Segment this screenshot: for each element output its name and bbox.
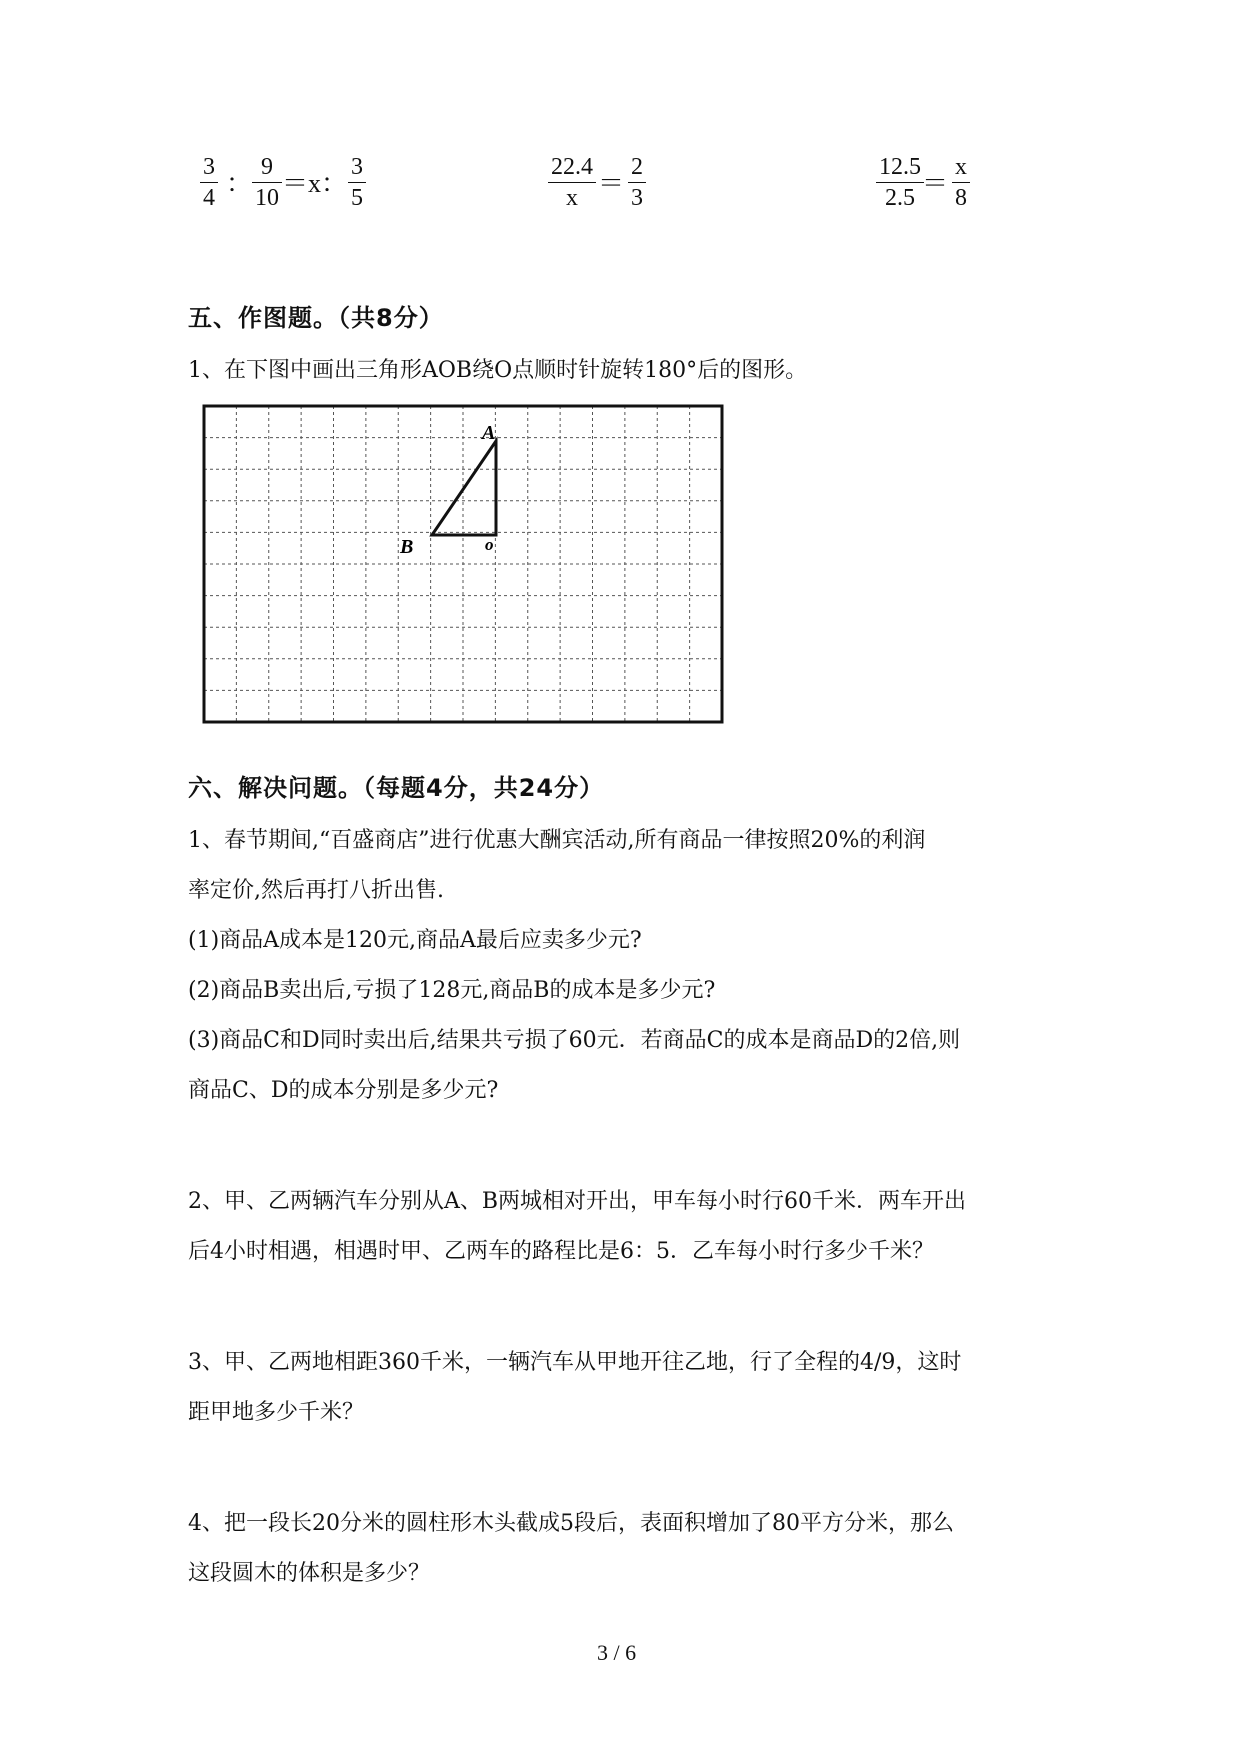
question-text: 3、甲、乙两地相距360千米，一辆汽车从甲地开往乙地，行了全程的4/9，这时 xyxy=(188,1350,962,1375)
fraction xyxy=(348,155,366,210)
fraction xyxy=(252,155,282,210)
label-a: A xyxy=(482,422,496,444)
fraction xyxy=(628,155,646,210)
question-text: 距甲地多少千米？ xyxy=(188,1400,365,1425)
grid-lines xyxy=(204,406,722,722)
numerator: 22.4 xyxy=(551,154,593,180)
label-o: o xyxy=(485,535,494,554)
numerator: 3 xyxy=(351,154,363,180)
section-heading: 六、解决问题。（每题4分，共24分） xyxy=(188,774,605,802)
fraction xyxy=(200,155,218,210)
denominator: 5 xyxy=(351,185,363,211)
numerator: x xyxy=(955,154,967,180)
triangle-aob xyxy=(432,441,496,535)
fraction xyxy=(548,155,596,210)
page-number: 3 / 6 xyxy=(597,1640,637,1665)
question-text: 1、春节期间,“百盛商店”进行优惠大酬宾活动,所有商品一律按照20%的利润 xyxy=(188,828,926,853)
numerator: 12.5 xyxy=(879,154,921,180)
fraction xyxy=(876,155,924,210)
grid-figure xyxy=(200,404,726,728)
question-text: 这段圆木的体积是多少？ xyxy=(188,1561,431,1586)
denominator: 8 xyxy=(955,185,967,211)
denominator: x xyxy=(566,185,578,211)
operator: ＝ xyxy=(598,169,625,198)
question-text: 2、甲、乙两辆汽车分别从A、B两城相对开出，甲车每小时行60千米．两车开出 xyxy=(188,1189,967,1214)
sub-question-text: (1)商品A成本是120元,商品A最后应卖多少元? xyxy=(188,928,642,953)
label-b: B xyxy=(400,536,414,558)
numerator: 3 xyxy=(203,154,215,180)
question-text: 1、在下图中画出三角形AOB绕O点顺时针旋转180°后的图形。 xyxy=(188,358,808,383)
denominator: 2.5 xyxy=(885,185,915,211)
question-text: 4、把一段长20分米的圆柱形木头截成5段后，表面积增加了80平方分米，那么 xyxy=(188,1511,954,1536)
fraction xyxy=(952,155,970,210)
question-text: 后4小时相遇，相遇时甲、乙两车的路程比是6：5．乙车每小时行多少千米？ xyxy=(188,1239,934,1264)
numerator: 2 xyxy=(631,154,643,180)
sub-question-text: (3)商品C和D同时卖出后,结果共亏损了60元．若商品C的成本是商品D的2倍,则 xyxy=(188,1028,961,1053)
denominator: 3 xyxy=(631,185,643,211)
section-heading: 五、作图题。（共8分） xyxy=(188,304,444,332)
denominator: 10 xyxy=(255,185,279,211)
operator: ＝ xyxy=(922,169,949,198)
sub-question-text: 商品C、D的成本分别是多少元? xyxy=(188,1078,499,1103)
numerator: 9 xyxy=(261,154,273,180)
operator: ： xyxy=(226,169,253,198)
question-text: 率定价,然后再打八折出售. xyxy=(188,878,444,903)
denominator: 4 xyxy=(203,185,215,211)
operator: ＝x： xyxy=(282,169,348,198)
sub-question-text: (2)商品B卖出后,亏损了128元,商品B的成本是多少元? xyxy=(188,978,716,1003)
